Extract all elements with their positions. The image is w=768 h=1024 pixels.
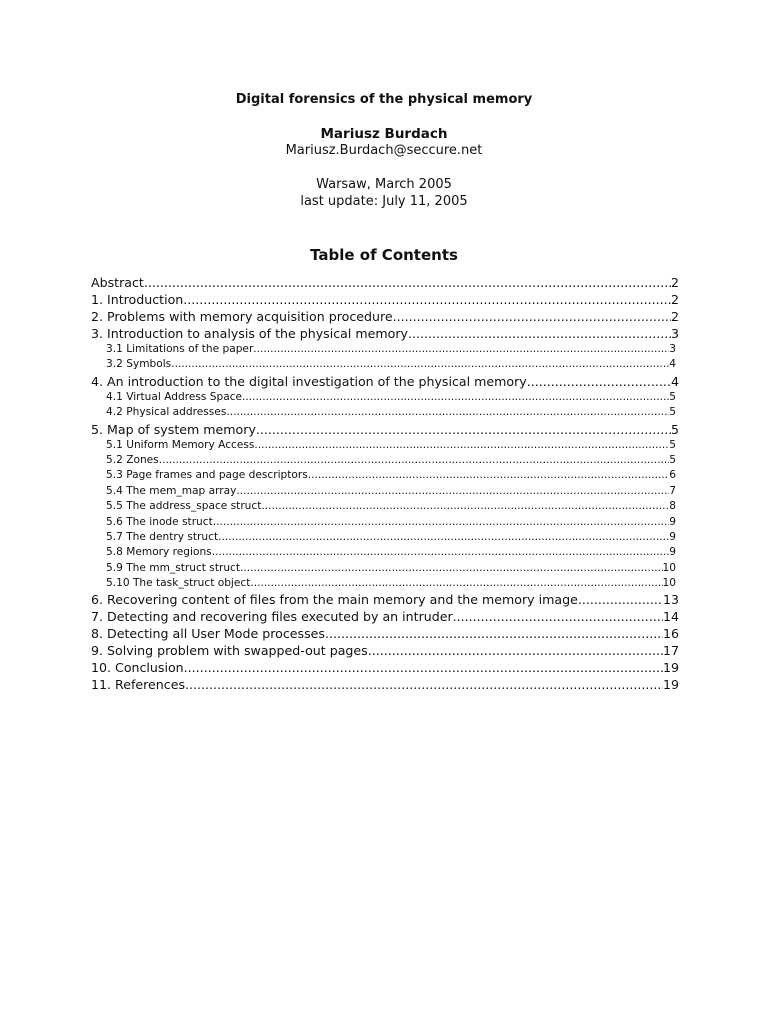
toc-entry: [91, 357, 679, 372]
toc-entry-label: 9. Solving problem with swapped-out pages: [91, 643, 368, 659]
toc-entry-label: 7. Detecting and recovering files executed by an intruder: [91, 609, 453, 625]
toc-entry-label: 5.10 The task_struct object: [106, 577, 251, 590]
toc-entry-label: 5.9 The mm_struct struct: [106, 561, 241, 574]
toc-entry: [91, 591, 679, 608]
toc-entry-page: 19: [662, 677, 679, 693]
place-date: Warsaw, March 2005: [316, 177, 452, 192]
toc-entry-page: 7: [669, 484, 676, 497]
toc-entry: [91, 421, 679, 438]
toc-heading: Table of Contents: [310, 246, 458, 264]
toc-entry: [91, 625, 679, 642]
toc-dot-leader: [212, 545, 670, 560]
toc-entry: [91, 515, 679, 530]
toc-entry: [91, 659, 679, 676]
toc-entry: [91, 530, 679, 545]
toc-entry-page: 10: [662, 561, 676, 574]
document-title: Digital forensics of the physical memory: [235, 92, 533, 107]
toc-entry: [91, 642, 679, 659]
toc-entry: [91, 576, 679, 591]
toc-entry-page: 16: [662, 626, 679, 642]
toc-dot-leader: [250, 576, 662, 591]
toc-entry-page: 5: [670, 421, 679, 437]
toc-dot-leader: [184, 659, 663, 676]
toc-entry-page: 9: [669, 530, 676, 543]
toc-dot-leader: [261, 499, 669, 514]
toc-entry-page: 4: [669, 358, 676, 371]
toc-entry-label: 3.2 Symbols: [106, 358, 172, 371]
toc-dot-leader: [253, 342, 669, 357]
toc-entry-page: 2: [670, 292, 679, 307]
toc-entry-label: 4.2 Physical addresses: [106, 406, 227, 419]
toc-entry-label: 5.6 The inode struct: [106, 515, 213, 528]
toc-entry: [91, 545, 679, 560]
toc-entry-label: 4.1 Virtual Address Space: [106, 390, 243, 403]
toc-dot-leader: [159, 453, 670, 468]
toc-entry-label: 5.8 Memory regions: [106, 546, 212, 559]
toc-entry-label: 1. Introduction: [91, 292, 184, 307]
toc-entry-page: 4: [670, 373, 679, 389]
toc-entry: [91, 484, 679, 499]
toc-entry-label: 4. An introduction to the digital investigation of the physical memory: [91, 373, 527, 389]
toc-entry-label: 6. Recovering content of files from the main memory and the memory image: [91, 592, 578, 608]
toc-dot-leader: [408, 325, 671, 342]
toc-entry: [91, 608, 679, 625]
toc-entry: [91, 499, 679, 514]
toc-entry: [91, 342, 679, 357]
toc-dot-leader: [183, 291, 671, 308]
toc-dot-leader: [308, 468, 669, 483]
toc-entry-label: 2. Problems with memory acquisition procedure: [91, 309, 393, 324]
toc-entry: [91, 291, 679, 308]
toc-entry: [91, 561, 679, 576]
toc-dot-leader: [240, 561, 662, 576]
toc-entry-page: 5: [669, 453, 676, 466]
toc-entry-page: 3: [669, 343, 676, 355]
toc-dot-leader: [368, 642, 663, 659]
toc-entry-page: 19: [662, 660, 679, 676]
toc-entry-page: 5: [669, 390, 676, 403]
toc-dot-leader: [527, 373, 671, 390]
toc-entry-page: 6: [669, 469, 676, 482]
toc-entry-page: 9: [669, 515, 676, 528]
toc-entry-label: 5.2 Zones: [106, 453, 159, 466]
toc-entry-label: 5.5 The address_space struct: [106, 500, 262, 513]
toc-dot-leader: [578, 591, 663, 608]
toc-entry-label: 5.7 The dentry struct: [106, 530, 219, 543]
toc-entry-page: 14: [662, 609, 679, 625]
toc-entry: [91, 676, 679, 693]
toc-entry-page: 8: [669, 500, 676, 513]
toc-entry-page: 2: [670, 275, 679, 290]
toc-dot-leader: [325, 625, 663, 642]
toc-entry: [91, 325, 679, 342]
toc-entry-page: 5: [669, 438, 676, 451]
toc-entry-page: 5: [669, 406, 676, 419]
toc-dot-leader: [213, 515, 669, 530]
toc-dot-leader: [218, 530, 669, 545]
toc-entry-page: 2: [670, 309, 679, 324]
author-email: Mariusz.Burdach@seccure.net: [285, 143, 483, 158]
toc-entry-label: Abstract: [91, 275, 144, 290]
toc-entry: [91, 405, 679, 420]
toc-dot-leader: [254, 438, 669, 453]
toc-dot-leader: [185, 676, 663, 693]
toc-entry-page: 9: [669, 546, 676, 559]
toc-entry-page: 13: [662, 592, 679, 608]
toc-dot-leader: [171, 357, 669, 372]
toc-dot-leader: [144, 274, 671, 291]
toc-entry-label: 5.4 The mem_map array: [106, 484, 237, 497]
last-update: last update: July 11, 2005: [300, 194, 468, 209]
toc-dot-leader: [242, 390, 669, 405]
toc-entry-page: 3: [670, 326, 679, 341]
toc-entry: [91, 468, 679, 483]
author-name: Mariusz Burdach: [320, 126, 448, 142]
toc-entry-page: 17: [662, 643, 679, 659]
toc-dot-leader: [453, 608, 663, 625]
toc-entry-label: 5.1 Uniform Memory Access: [106, 438, 255, 451]
toc-entry-label: 3. Introduction to analysis of the physical memory: [91, 326, 408, 341]
toc-entry-page: 10: [662, 577, 676, 590]
toc-entry: [91, 453, 679, 468]
toc-entry: [91, 274, 679, 291]
toc-entry: [91, 373, 679, 390]
toc-entry-label: 11. References: [91, 677, 186, 693]
table-of-contents: [91, 274, 679, 693]
toc-dot-leader: [256, 421, 671, 438]
toc-entry-label: 10. Conclusion: [91, 660, 184, 676]
toc-dot-leader: [393, 308, 671, 325]
toc-entry: [91, 308, 679, 325]
toc-dot-leader: [236, 484, 669, 499]
toc-dot-leader: [226, 405, 669, 420]
toc-entry-label: 8. Detecting all User Mode processes: [91, 626, 325, 642]
toc-entry-label: 3.1 Limitations of the paper: [106, 343, 254, 355]
toc-entry: [91, 438, 679, 453]
toc-entry-label: 5. Map of system memory: [91, 421, 256, 437]
toc-entry-label: 5.3 Page frames and page descriptors: [106, 469, 308, 482]
toc-entry: [91, 390, 679, 405]
